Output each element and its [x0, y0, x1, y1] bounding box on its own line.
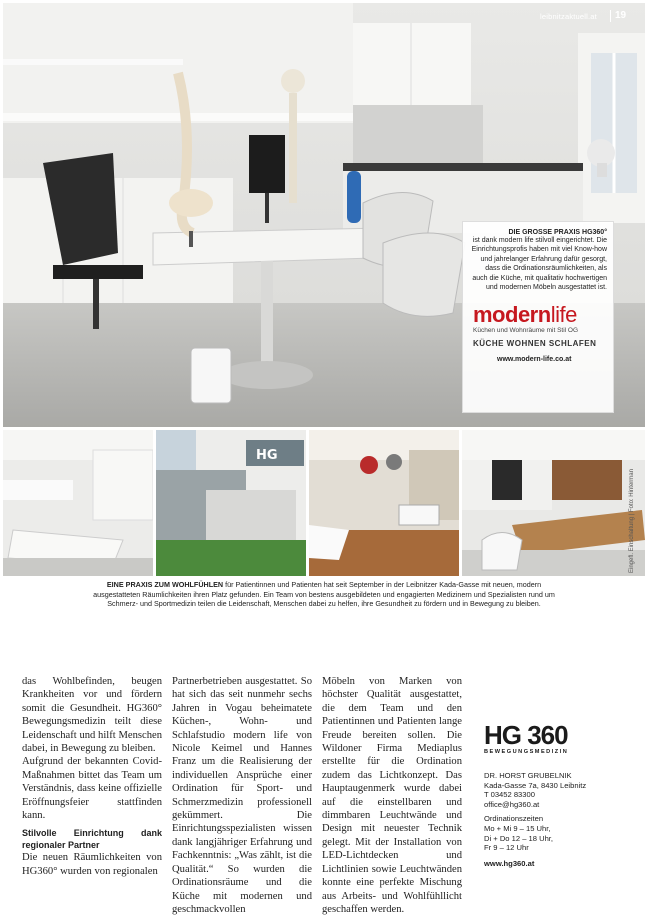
hours-title: Ordinationszeiten	[484, 814, 544, 824]
article-paragraph: Partnerbetrieben ausgestattet. So hat sich das seit nunmehr sechs Jahren in Vogau beheimatete Küchen-, Wohn- und Schlafstudio modern life von Nicole Keimel und Hannes Franz um die Realisierung der individuellen Ansprüche einer Ordination für Sport- und Schmerzmedizin professionell gekümmert. Die Einrichtungsspezialisten wissen dank langjähriger Erfahrung und Fachkenntnis: „Was zählt, ist die Qualität.“ So wurden die Ordinationsräume und die Küche mit modernen und geschmackvollen	[172, 676, 312, 915]
article-paragraph: Aufgrund der bekannten Covid-Maßnahmen bittet das Team um Verständnis, dass keine offizielle Eröffnungsfeier stattfinden kann.	[22, 756, 162, 822]
masthead-divider	[610, 10, 611, 22]
hg360-logo-subtitle: BEWEGUNGSMEDIZIN	[484, 749, 569, 755]
gallery-photo-treatment-room	[3, 430, 153, 576]
hg360-url[interactable]: www.hg360.at	[484, 858, 535, 868]
gallery-caption-text: für Patientinnen und Patienten hat seit September in der Leibnitzer Kada-Gasse mit neuen, modern ausgestatteten Räumlichkeiten ihren Platz gefunden. Ein Team von bestens ausgebildeten und engagierten Medizinern und Spezialisten rund um Schmerz- und Sportmedizin teilen die Leidenschaft, Menschen dabei zu helfen, ihre Gesundheit zu fördern und in Bewegung zu bleiben.	[93, 580, 555, 609]
gallery-photo-building	[156, 430, 306, 576]
article-column-1	[22, 675, 162, 878]
hours-line: Di + Do 12 – 18 Uhr,	[484, 833, 554, 843]
modernlife-tagline: Küchen und Wohnräume mit Stil OG	[473, 327, 579, 335]
gallery-photo-training-room	[309, 430, 459, 576]
hg360-contact-box	[484, 722, 624, 868]
gallery-photo-kitchen	[462, 430, 645, 576]
gallery-caption-lead: EINE PRAXIS ZUM WOHLFÜHLEN	[106, 580, 224, 589]
logo-bold-part: modern	[473, 302, 551, 328]
hours-line: Mo + Mi 9 – 15 Uhr,	[484, 823, 551, 833]
article-column-2	[172, 675, 312, 916]
email[interactable]: office@hg360.at	[484, 799, 540, 809]
hero-caption-title: DIE GROSSE PRAXIS HG360°	[508, 229, 607, 236]
address: Kada-Gasse 7a, 8430 Leibnitz	[484, 780, 587, 790]
doctor-name: DR. HORST GRUBELNIK	[484, 771, 572, 780]
article-column-3	[322, 675, 462, 916]
hours-line: Fr 9 – 12 Uhr	[484, 843, 529, 853]
modernlife-logo	[473, 304, 613, 326]
hg360-logo: HG 360	[484, 720, 568, 750]
opening-hours	[484, 814, 624, 852]
svg-text:HG: HG	[256, 448, 278, 463]
logo-light-part: life	[550, 302, 577, 328]
article-paragraph: Möbeln von Marken von höchster Qualität ausgestattet, die dem Team und den Patientinnen und Patienten lange Freude bereiten sollen. Die Wildoner Firma Mediaplus erstellte für die Ordination zudem das Lichtkonzept. Das Hauptaugenmerk wurde dabei auf die einstellbaren und dimmbaren Leuchtwände und Design mit neuester Technik gelegt. Mit der Installation von LED-Lichtdecken und Lichtlinien sowie Leuchtwänden konnte eine perfekte Mischung aus Arbeits- und Wohlfühllicht geschaffen werden.	[322, 676, 462, 915]
article-paragraph: das Wohlbefinden, beugen Krankheiten vor und fördern somit die Gesundheit. HG360° Bewegungsmedizin teilt diese Leidenschaft und hilft Menschen dabei, in Bewegung zu bleiben.	[22, 676, 162, 755]
photo-gallery	[3, 430, 645, 576]
article-subheading: Stilvolle Einrichtung dank regionaler Partner	[22, 828, 162, 850]
article-paragraph: Die neuen Räumlichkeiten von HG360° wurden von regionalen	[22, 852, 162, 877]
gallery-caption	[86, 580, 562, 609]
modernlife-keywords: KÜCHE WOHNEN SCHLAFEN	[473, 339, 597, 349]
page-number: 19	[615, 10, 627, 21]
hero-caption-text: ist dank modern life stilvoll eingerichtet. Die Einrichtungsprofis haben mit viel Know-how und jahrelanger Erfahrung dafür gesorgt, dass die Ordinationsräumlichkeiten, als auch die Küche, mit qualitativ hochwertigen und modernen Möbeln ausgestattet ist.	[471, 237, 607, 292]
masthead: leibnitzaktuell.at	[540, 12, 597, 21]
modernlife-ad-box	[462, 221, 614, 413]
phone[interactable]: T 03452 83300	[484, 790, 535, 800]
photo-credit: Eingefl. Einschaltung | Foto: Hinterman	[629, 469, 635, 573]
modernlife-url[interactable]: www.modern-life.co.at	[497, 356, 572, 364]
hg360-contact-info	[484, 771, 624, 809]
